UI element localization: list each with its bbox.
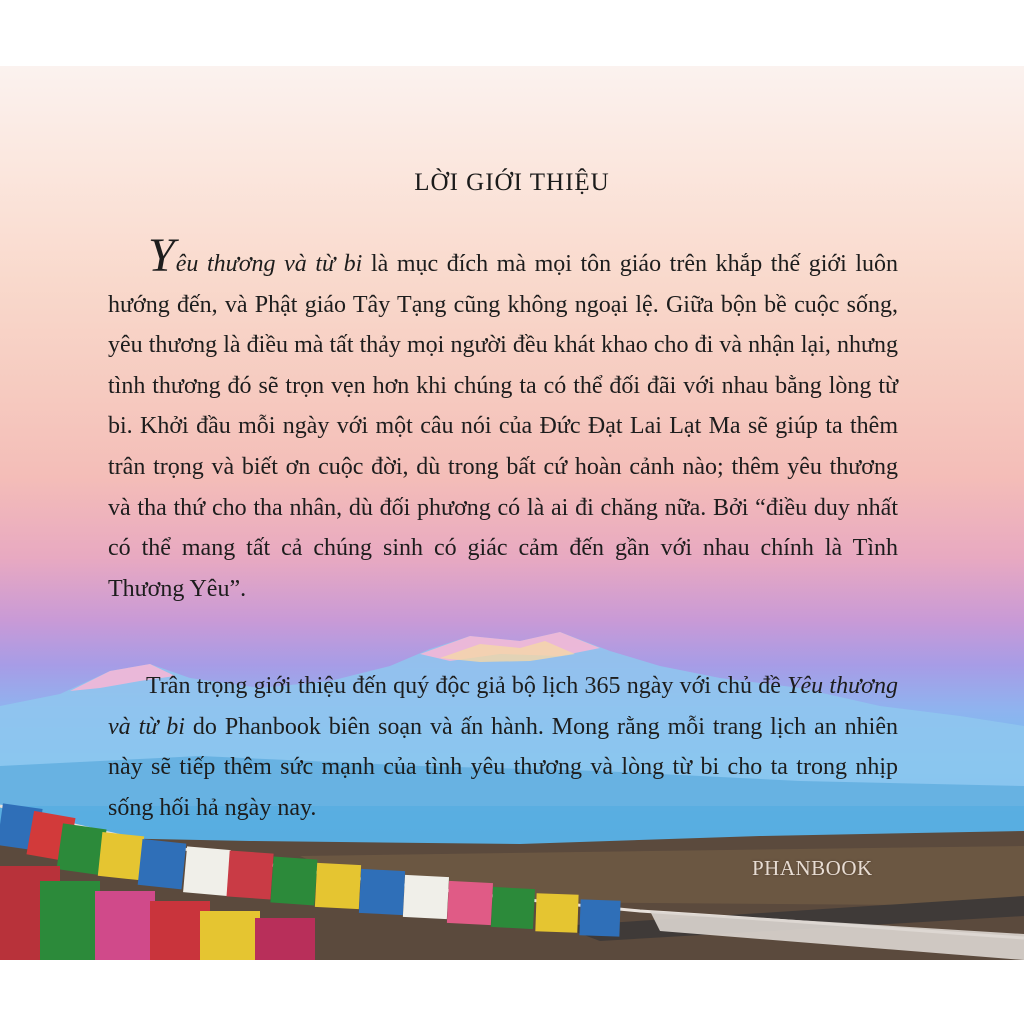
paragraph-2-italic: Yêu thương và từ bi bbox=[108, 673, 898, 740]
intro-page bbox=[0, 66, 1024, 960]
paragraph-1 bbox=[108, 229, 898, 609]
paragraph-2-text-before: Trân trọng giới thiệu đến quý độc giả bộ lịch 365 ngày với chủ đề bbox=[146, 673, 788, 699]
page-title: LỜI GIỚI THIỆU bbox=[414, 169, 610, 196]
paragraph-1-text: là mục đích mà mọi tôn giáo trên khắp thế giới luôn hướng đến, và Phật giáo Tây Tạng cũng không ngoại lệ. Giữa bộn bề cuộc sống, yêu thương là điều mà tất thảy mọi người đều khát khao cho đi và nhận lại, nhưng tình thương đó sẽ trọn vẹn hơn khi chúng ta có thể đối đãi với nhau bằng lòng từ bi. Khởi đầu mỗi ngày với một câu nói của Đức Đạt Lai Lạt Ma sẽ giúp ta thêm trân trọng và biết ơn cuộc đời, dù trong bất cứ hoàn cảnh nào; thêm yêu thương và tha thứ cho tha nhân, dù đối phương có là ai đi chăng nữa. Bởi “điều duy nhất có thể mang tất cả chúng sinh có giác cảm đến gần với nhau chính là Tình Thương Yêu”. bbox=[108, 251, 898, 602]
italic-lead: êu thương và từ bi bbox=[175, 251, 363, 277]
paragraph-2-text-after: do Phanbook biên soạn và ấn hành. Mong rằng mỗi trang lịch an nhiên này sẽ tiếp thêm sức mạnh của tình yêu thương và lòng từ bi cho ta trong nhịp sống hối hả ngày nay. bbox=[108, 713, 898, 821]
brand-signature: PHANBOOK bbox=[752, 856, 873, 880]
drop-cap: Y bbox=[148, 229, 175, 282]
paragraph-2 bbox=[108, 666, 898, 828]
